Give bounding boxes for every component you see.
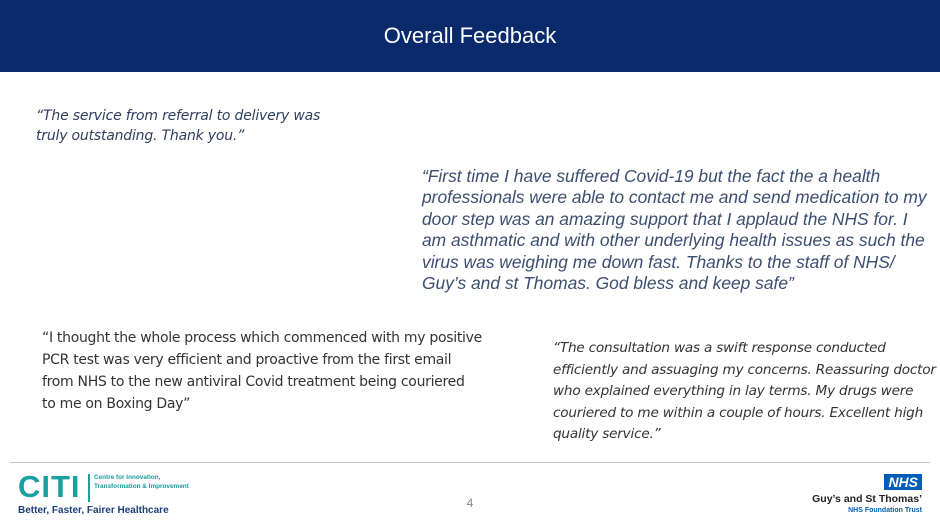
feedback-quote-2: “First time I have suffered Covid-19 but the fact the a health professionals were able to contact me and send medication to my door step was an amazing support that I applaud the NHS for. I am asthmatic and with other underlying health issues as such the virus was weighing me down fast. Thanks to the staff of NHS/ Guy’s and st Thomas. God bless and keep safe” <box>422 166 927 294</box>
nhs-trust-name: Guy’s and St Thomas’ <box>812 493 922 505</box>
nhs-foundation-label: NHS Foundation Trust <box>848 507 922 514</box>
citi-tagline: Better, Faster, Fairer Healthcare <box>18 505 169 516</box>
citi-logo-divider <box>88 474 90 502</box>
slide-header <box>0 0 940 72</box>
feedback-quote-4: “The consultation was a swift response conducted efficiently and assuaging my concerns. Reassuring doctor who explained everything in lay terms. My drugs were couriered to me within a couple of hours. Excellent high quality service.” <box>553 340 936 443</box>
nhs-badge-icon: NHS <box>884 474 922 490</box>
slide-title: Overall Feedback <box>383 23 557 48</box>
page-number: 4 <box>466 496 474 510</box>
nhs-trust-logo <box>770 474 922 524</box>
citi-logo-description: Centre for Innovation, Transformation & Improvement <box>94 474 189 490</box>
citi-logo-wordmark: CITI <box>18 469 81 504</box>
feedback-quote-1: “The service from referral to delivery was truly outstanding. Thank you.” <box>36 108 321 144</box>
feedback-quote-3: “I thought the whole process which commenced with my positive PCR test was very efficient and proactive from the first email from NHS to the new antiviral Covid treatment being couriered to me on Boxing Day” <box>42 330 482 412</box>
citi-logo <box>18 471 218 523</box>
footer-divider <box>10 462 930 463</box>
